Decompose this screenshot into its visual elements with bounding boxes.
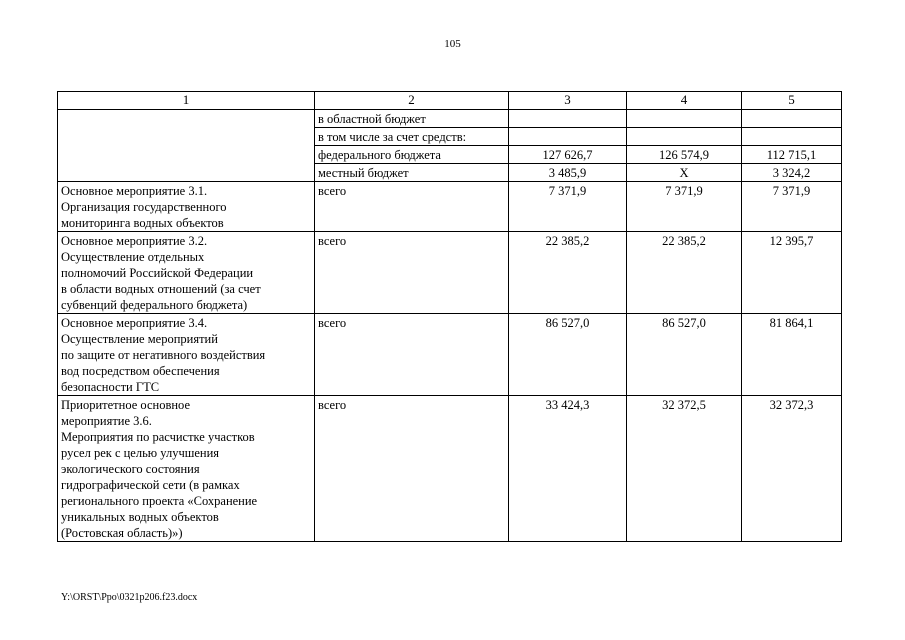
value-cell — [742, 128, 842, 146]
table-row — [58, 232, 842, 314]
header-row — [58, 92, 842, 110]
measure-name-line: мониторинга водных объектов — [61, 216, 224, 230]
header-col-4: 4 — [627, 92, 742, 110]
measure-name-line: Основное мероприятие 3.4. — [61, 316, 208, 330]
value-cell: 32 372,5 — [627, 396, 742, 542]
value-cell — [627, 128, 742, 146]
page-number: 105 — [444, 38, 461, 50]
measure-name-line: экологического состояния — [61, 462, 200, 476]
measure-name — [58, 396, 315, 542]
value-cell: 86 527,0 — [509, 314, 627, 396]
value-cell: 3 324,2 — [742, 164, 842, 182]
value-cell: 3 485,9 — [509, 164, 627, 182]
value-cell: 7 371,9 — [627, 182, 742, 232]
value-cell: 22 385,2 — [509, 232, 627, 314]
measure-name-line: Основное мероприятие 3.1. — [61, 184, 208, 198]
header-col-3: 3 — [509, 92, 627, 110]
row-label: всего — [315, 182, 509, 232]
header-col-2: 2 — [315, 92, 509, 110]
measure-name — [58, 232, 315, 314]
value-cell: 126 574,9 — [627, 146, 742, 164]
measure-name-line: Мероприятия по расчистке участков — [61, 430, 255, 444]
row-label: всего — [315, 314, 509, 396]
value-cell: 112 715,1 — [742, 146, 842, 164]
header-col-1: 1 — [58, 92, 315, 110]
measure-name-line: Осуществление отдельных — [61, 250, 205, 264]
row-label: всего — [315, 232, 509, 314]
measure-name-line: полномочий Российской Федерации — [61, 266, 254, 280]
measure-name-line: (Ростовская область)») — [61, 526, 183, 540]
footer-file-path: Y:\ORST\Ppo\0321p206.f23.docx — [61, 592, 198, 603]
value-cell: 86 527,0 — [627, 314, 742, 396]
budget-table — [57, 91, 842, 542]
measure-name-line: уникальных водных объектов — [61, 510, 219, 524]
measure-name-line: гидрографической сети (в рамках — [61, 478, 240, 492]
value-cell: 7 371,9 — [509, 182, 627, 232]
measure-name-line: безопасности ГТС — [61, 380, 160, 394]
measure-name-line: Организация государственного — [61, 200, 227, 214]
table-row — [58, 314, 842, 396]
continued-name-cell — [58, 110, 315, 182]
value-cell: 127 626,7 — [509, 146, 627, 164]
value-cell: 81 864,1 — [742, 314, 842, 396]
measure-name-line: русел рек с целью улучшения — [61, 446, 220, 460]
measure-name — [58, 314, 315, 396]
measure-name — [58, 182, 315, 232]
value-cell: 33 424,3 — [509, 396, 627, 542]
table-row — [58, 110, 842, 128]
measure-name-line: субвенций федерального бюджета) — [61, 298, 248, 312]
table-row — [58, 396, 842, 542]
table-row — [58, 182, 842, 232]
value-cell — [509, 128, 627, 146]
value-cell: 7 371,9 — [742, 182, 842, 232]
row-label: в том числе за счет средств: — [315, 128, 509, 146]
row-label: всего — [315, 396, 509, 542]
measure-name-line: Основное мероприятие 3.2. — [61, 234, 208, 248]
value-cell: 32 372,3 — [742, 396, 842, 542]
value-cell: X — [627, 164, 742, 182]
measure-name-line: Приоритетное основное — [61, 398, 190, 412]
row-label: в областной бюджет — [315, 110, 509, 128]
measure-name-line: вод посредством обеспечения — [61, 364, 220, 378]
value-cell — [509, 110, 627, 128]
measure-name-line: мероприятие 3.6. — [61, 414, 152, 428]
value-cell — [742, 110, 842, 128]
measure-name-line: Осуществление мероприятий — [61, 332, 218, 346]
value-cell: 22 385,2 — [627, 232, 742, 314]
measure-name-line: в области водных отношений (за счет — [61, 282, 261, 296]
value-cell — [627, 110, 742, 128]
row-label: федерального бюджета — [315, 146, 509, 164]
measure-name-line: регионального проекта «Сохранение — [61, 494, 258, 508]
header-col-5: 5 — [742, 92, 842, 110]
value-cell: 12 395,7 — [742, 232, 842, 314]
row-label: местный бюджет — [315, 164, 509, 182]
measure-name-line: по защите от негативного воздействия — [61, 348, 266, 362]
